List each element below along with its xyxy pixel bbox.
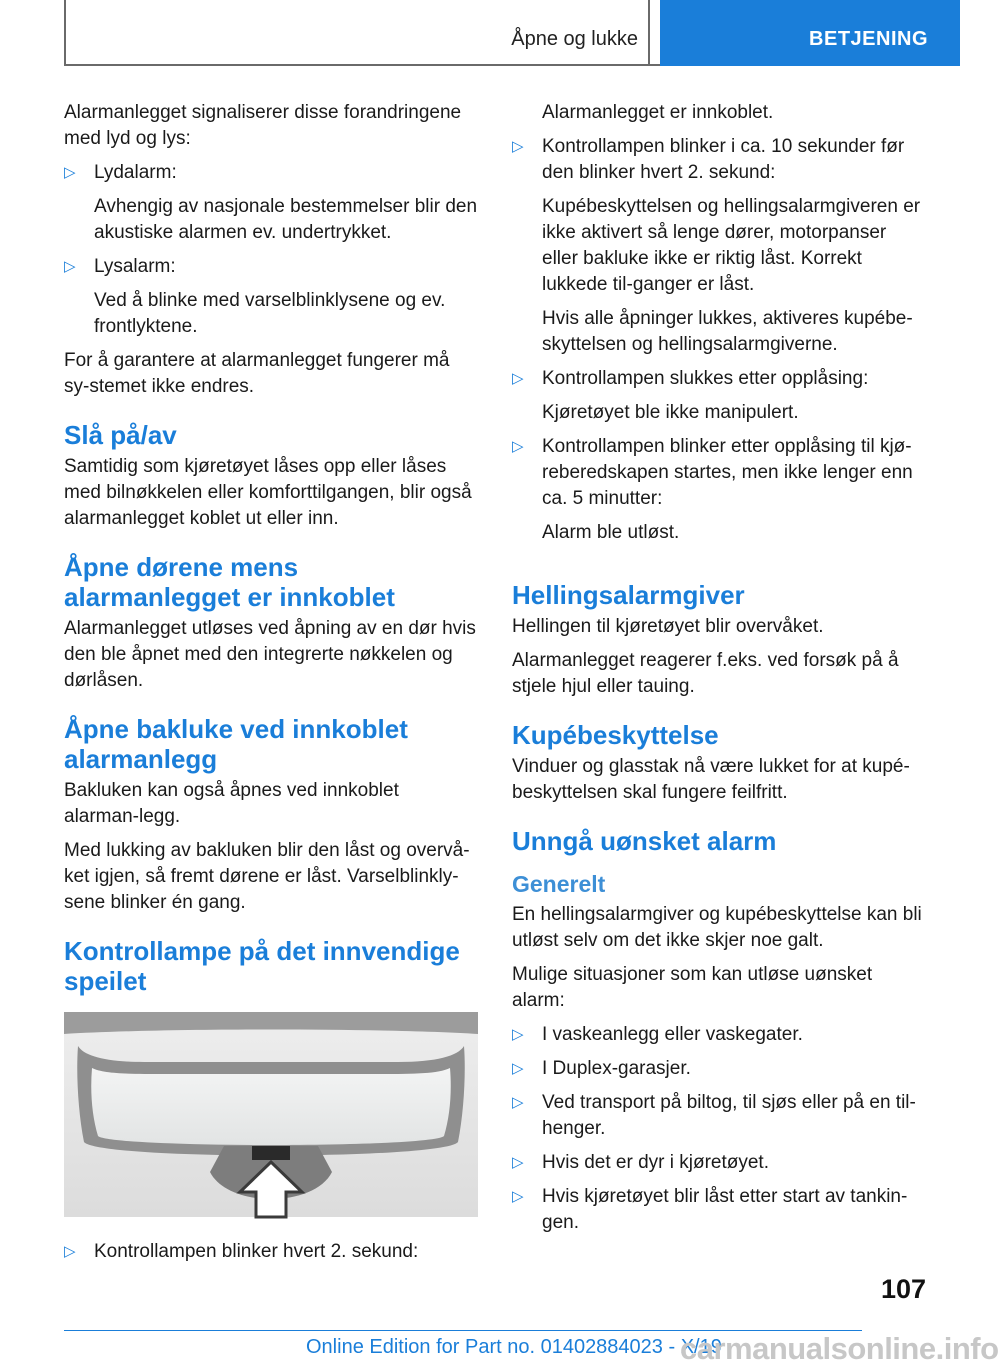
paragraph: Alarmanlegget utløses ved åpning av en dør hvis den ble åpnet med den integrerte nøkkelen og dørlåsen. [64,618,476,691]
triangle-bullet-icon: ▷ [512,1094,524,1111]
header-divider-left [64,0,66,66]
triangle-bullet-icon: ▷ [512,138,524,155]
list-item: ▷ I Duplex-garasjer. [512,1056,926,1082]
list-item: ▷ Hvis det er dyr i kjøretøyet. [512,1150,926,1176]
page-header [0,0,960,66]
list-item: ▷ Lysalarm: [64,254,478,280]
paragraph: Med lukking av bakluken blir den låst og overvå-ket igjen, så fremt dørene er låst. Varselblinkly-sene blinker én gang. [64,840,470,913]
page-number: 107 [880,1274,926,1304]
heading-open-trunk: Åpne bakluke ved innkoblet alarmanlegg [64,714,408,774]
triangle-bullet-icon: ▷ [512,1026,524,1043]
triangle-bullet-icon: ▷ [512,1060,524,1077]
list-item: ▷ Ved transport på biltog, til sjøs eller på en til-henger. [512,1092,916,1139]
heading-tilt-alarm: Hellingsalarmgiver [512,580,745,610]
list-item: ▷ Hvis kjøretøyet blir låst etter start av tankin-gen. [512,1186,908,1233]
list-item-detail: Alarmanlegget er innkoblet. [542,102,774,123]
list-item: ▷ I vaskeanlegg eller vaskegater. [512,1022,926,1048]
paragraph: Bakluken kan også åpnes ved innkoblet alarman-legg. [64,780,399,827]
triangle-bullet-icon: ▷ [64,164,76,181]
list-item: ▷ Kontrollampen blinker i ca. 10 sekunder før den blinker hvert 2. sekund: [512,136,905,183]
list-item-detail: Avhengig av nasjonale bestemmelser blir den akustiske alarmen ev. undertrykket. [94,196,478,243]
paragraph: For å garantere at alarmanlegget fungerer må sy-stemet ikke endres. [64,350,450,397]
header-divider-right [648,0,650,66]
intro-text: Alarmanlegget signaliserer disse forandringene med lyd og lys: [64,102,462,149]
list-item: ▷ Kontrollampen blinker etter opplåsing til kjø-reberedskapen startes, men ikke lenger enn ca. 5 minutter: [512,436,913,509]
list-item-detail: Alarm ble utløst. [542,522,680,543]
list-item: ▷ Lydalarm: [64,160,478,186]
list-item-detail: Kjøretøyet ble ikke manipulert. [542,402,799,423]
paragraph: En hellingsalarmgiver og kupébeskyttelse kan bli utløst selv om det ikke skjer noe galt. [512,904,922,951]
paragraph: Alarmanlegget reagerer f.eks. ved forsøk på å stjele hjul eller tauing. [512,650,899,697]
watermark: carmanualsonline.info [680,1331,999,1366]
mirror-illustration [64,1012,478,1217]
left-column [64,100,478,1273]
right-column [512,100,926,1244]
triangle-bullet-icon: ▷ [512,438,524,455]
triangle-bullet-icon: ▷ [64,1243,76,1260]
list-item: ▷ Kontrollampen blinker hvert 2. sekund: [64,1239,478,1265]
chapter-title: BETJENING [809,28,928,50]
triangle-bullet-icon: ▷ [512,1154,524,1171]
paragraph: Hellingen til kjøretøyet blir overvåket. [512,616,824,637]
heading-on-off: Slå på/av [64,420,177,450]
heading-indicator-lamp: Kontrollampe på det innvendige speilet [64,936,460,996]
chapter-tab[interactable] [660,0,960,66]
heading-avoid-alarm: Unngå uønsket alarm [512,826,777,856]
paragraph: Mulige situasjoner som kan utløse uønsket alarm: [512,964,873,1011]
list-item: ▷ Kontrollampen slukkes etter opplåsing: [512,366,926,392]
subheading-general: Generelt [512,871,606,897]
section-title: Åpne og lukke [511,28,638,50]
triangle-bullet-icon: ▷ [512,1188,524,1205]
paragraph: Samtidig som kjøretøyet låses opp eller låses med bilnøkkelen eller komforttilgangen, blir også alarmanlegget koblet ut eller inn. [64,456,472,529]
footer-rule [64,1330,862,1331]
paragraph: Vinduer og glasstak nå være lukket for at kupé-beskyttelsen skal fungere feilfritt. [512,756,910,803]
heading-open-doors: Åpne dørene mens alarmanlegget er innkoblet [64,552,395,612]
list-item-detail: Hvis alle åpninger lukkes, aktiveres kupébe-skyttelsen og hellingsalarmgiverne. [542,308,913,355]
list-item-detail: Ved å blinke med varselblinklysene og ev. frontlyktene. [94,290,446,337]
triangle-bullet-icon: ▷ [512,370,524,387]
heading-cabin-protection: Kupébeskyttelse [512,720,719,750]
edition-text: Online Edition for Part no. 01402884023 - X/19 [306,1336,722,1358]
list-item-detail: Kupébeskyttelsen og hellingsalarmgiveren er ikke aktivert så lenge dører, motorpanser eller bakluke ikke er riktig låst. Korrekt lukkede til-ganger er låst. [542,196,921,295]
triangle-bullet-icon: ▷ [64,258,76,275]
